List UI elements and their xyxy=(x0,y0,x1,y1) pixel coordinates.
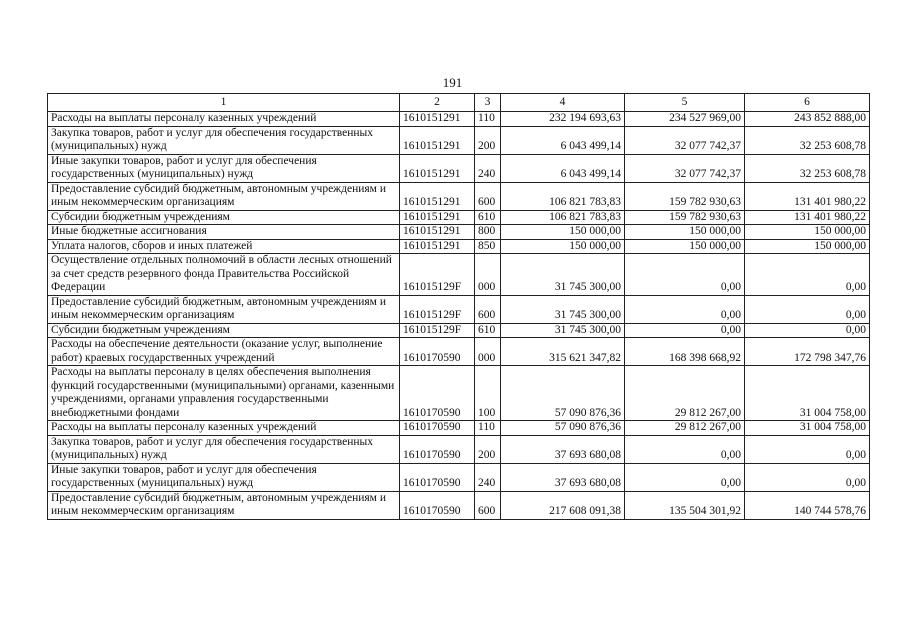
amount-col-4: 31 745 300,00 xyxy=(501,254,625,296)
target-article-code: 1610170590 xyxy=(400,338,475,366)
amount-col-4: 31 745 300,00 xyxy=(501,323,625,338)
table-row xyxy=(48,323,870,338)
amount-col-6: 31 004 758,00 xyxy=(745,421,870,436)
expense-name: Закупка товаров, работ и услуг для обеспечения государственных (муниципальных) нужд xyxy=(48,435,400,463)
amount-col-5: 0,00 xyxy=(625,295,745,323)
expense-name: Расходы на выплаты персоналу казенных учреждений xyxy=(48,421,400,436)
amount-col-5: 0,00 xyxy=(625,254,745,296)
table-row xyxy=(48,182,870,210)
table-row xyxy=(48,338,870,366)
amount-col-6: 172 798 347,76 xyxy=(745,338,870,366)
expense-type-code: 100 xyxy=(475,366,501,421)
expense-type-code: 800 xyxy=(475,225,501,240)
amount-col-4: 57 090 876,36 xyxy=(501,366,625,421)
column-header: 1 xyxy=(48,94,400,112)
amount-col-5: 0,00 xyxy=(625,323,745,338)
amount-col-6: 31 004 758,00 xyxy=(745,366,870,421)
target-article-code: 161015129F xyxy=(400,295,475,323)
amount-col-6: 150 000,00 xyxy=(745,225,870,240)
expense-type-code: 600 xyxy=(475,182,501,210)
table-row xyxy=(48,421,870,436)
amount-col-5: 29 812 267,00 xyxy=(625,421,745,436)
expense-type-code: 850 xyxy=(475,239,501,254)
amount-col-5: 159 782 930,63 xyxy=(625,210,745,225)
expense-name: Субсидии бюджетным учреждениям xyxy=(48,210,400,225)
amount-col-6: 0,00 xyxy=(745,435,870,463)
amount-col-6: 0,00 xyxy=(745,295,870,323)
expense-type-code: 240 xyxy=(475,463,501,491)
amount-col-6: 140 744 578,76 xyxy=(745,491,870,519)
amount-col-4: 37 693 680,08 xyxy=(501,435,625,463)
amount-col-6: 243 852 888,00 xyxy=(745,112,870,127)
amount-col-5: 32 077 742,37 xyxy=(625,154,745,182)
amount-col-4: 6 043 499,14 xyxy=(501,154,625,182)
target-article-code: 1610151291 xyxy=(400,126,475,154)
amount-col-5: 159 782 930,63 xyxy=(625,182,745,210)
amount-col-6: 32 253 608,78 xyxy=(745,126,870,154)
target-article-code: 1610151291 xyxy=(400,154,475,182)
amount-col-4: 106 821 783,83 xyxy=(501,182,625,210)
amount-col-6: 0,00 xyxy=(745,463,870,491)
amount-col-4: 315 621 347,82 xyxy=(501,338,625,366)
expense-name: Расходы на выплаты персоналу в целях обеспечения выполнения функций государственными (муниципальными) органами, казенными учреждениями, органами управления государственными внебюджетными фондами xyxy=(48,366,400,421)
expense-type-code: 600 xyxy=(475,491,501,519)
expense-type-code: 610 xyxy=(475,210,501,225)
expense-type-code: 240 xyxy=(475,154,501,182)
expense-name: Иные закупки товаров, работ и услуг для обеспечения государственных (муниципальных) нужд xyxy=(48,463,400,491)
amount-col-4: 6 043 499,14 xyxy=(501,126,625,154)
expense-type-code: 610 xyxy=(475,323,501,338)
target-article-code: 1610170590 xyxy=(400,421,475,436)
amount-col-6: 131 401 980,22 xyxy=(745,210,870,225)
expense-name: Закупка товаров, работ и услуг для обеспечения государственных (муниципальных) нужд xyxy=(48,126,400,154)
amount-col-6: 32 253 608,78 xyxy=(745,154,870,182)
table-header-row xyxy=(48,94,870,112)
amount-col-5: 234 527 969,00 xyxy=(625,112,745,127)
expense-type-code: 200 xyxy=(475,126,501,154)
amount-col-6: 0,00 xyxy=(745,323,870,338)
column-header: 6 xyxy=(745,94,870,112)
amount-col-4: 150 000,00 xyxy=(501,225,625,240)
amount-col-4: 150 000,00 xyxy=(501,239,625,254)
amount-col-4: 106 821 783,83 xyxy=(501,210,625,225)
expense-name: Предоставление субсидий бюджетным, автономным учреждениям и иным некоммерческим организациям xyxy=(48,491,400,519)
amount-col-6: 0,00 xyxy=(745,254,870,296)
amount-col-4: 37 693 680,08 xyxy=(501,463,625,491)
expense-name: Предоставление субсидий бюджетным, автономным учреждениям и иным некоммерческим организациям xyxy=(48,182,400,210)
amount-col-5: 135 504 301,92 xyxy=(625,491,745,519)
expense-type-code: 110 xyxy=(475,112,501,127)
expense-name: Уплата налогов, сборов и иных платежей xyxy=(48,239,400,254)
table-row xyxy=(48,210,870,225)
target-article-code: 1610151291 xyxy=(400,225,475,240)
amount-col-5: 0,00 xyxy=(625,435,745,463)
expense-name: Предоставление субсидий бюджетным, автономным учреждениям и иным некоммерческим организациям xyxy=(48,295,400,323)
column-header: 5 xyxy=(625,94,745,112)
amount-col-5: 150 000,00 xyxy=(625,225,745,240)
table-row xyxy=(48,295,870,323)
target-article-code: 1610170590 xyxy=(400,435,475,463)
amount-col-4: 232 194 693,63 xyxy=(501,112,625,127)
amount-col-5: 29 812 267,00 xyxy=(625,366,745,421)
expense-name: Иные бюджетные ассигнования xyxy=(48,225,400,240)
page-number: 191 xyxy=(442,75,463,90)
table-row xyxy=(48,112,870,127)
expense-type-code: 000 xyxy=(475,338,501,366)
target-article-code: 1610151291 xyxy=(400,182,475,210)
table-row xyxy=(48,239,870,254)
table-row xyxy=(48,463,870,491)
amount-col-6: 150 000,00 xyxy=(745,239,870,254)
target-article-code: 1610151291 xyxy=(400,239,475,254)
target-article-code: 1610170590 xyxy=(400,491,475,519)
expense-name: Расходы на обеспечение деятельности (оказание услуг, выполнение работ) краевых государственных учреждений xyxy=(48,338,400,366)
amount-col-5: 32 077 742,37 xyxy=(625,126,745,154)
target-article-code: 161015129F xyxy=(400,323,475,338)
table-row xyxy=(48,254,870,296)
amount-col-4: 31 745 300,00 xyxy=(501,295,625,323)
expense-name: Осуществление отдельных полномочий в области лесных отношений за счет средств резервного фонда Правительства Российской Федерации xyxy=(48,254,400,296)
expense-type-code: 110 xyxy=(475,421,501,436)
target-article-code: 161015129F xyxy=(400,254,475,296)
expense-name: Субсидии бюджетным учреждениям xyxy=(48,323,400,338)
target-article-code: 1610170590 xyxy=(400,463,475,491)
amount-col-5: 168 398 668,92 xyxy=(625,338,745,366)
column-header: 3 xyxy=(475,94,501,112)
expense-name: Расходы на выплаты персоналу казенных учреждений xyxy=(48,112,400,127)
column-header: 2 xyxy=(400,94,475,112)
column-header: 4 xyxy=(501,94,625,112)
amount-col-5: 0,00 xyxy=(625,463,745,491)
target-article-code: 1610151291 xyxy=(400,112,475,127)
amount-col-4: 57 090 876,36 xyxy=(501,421,625,436)
table-row xyxy=(48,225,870,240)
table-row xyxy=(48,435,870,463)
expense-name: Иные закупки товаров, работ и услуг для обеспечения государственных (муниципальных) нужд xyxy=(48,154,400,182)
amount-col-4: 217 608 091,38 xyxy=(501,491,625,519)
expense-type-code: 200 xyxy=(475,435,501,463)
table-row xyxy=(48,491,870,519)
budget-table xyxy=(47,93,870,520)
expense-type-code: 600 xyxy=(475,295,501,323)
target-article-code: 1610151291 xyxy=(400,210,475,225)
table-row xyxy=(48,154,870,182)
table-row xyxy=(48,126,870,154)
target-article-code: 1610170590 xyxy=(400,366,475,421)
expense-type-code: 000 xyxy=(475,254,501,296)
amount-col-6: 131 401 980,22 xyxy=(745,182,870,210)
table-row xyxy=(48,366,870,421)
amount-col-5: 150 000,00 xyxy=(625,239,745,254)
